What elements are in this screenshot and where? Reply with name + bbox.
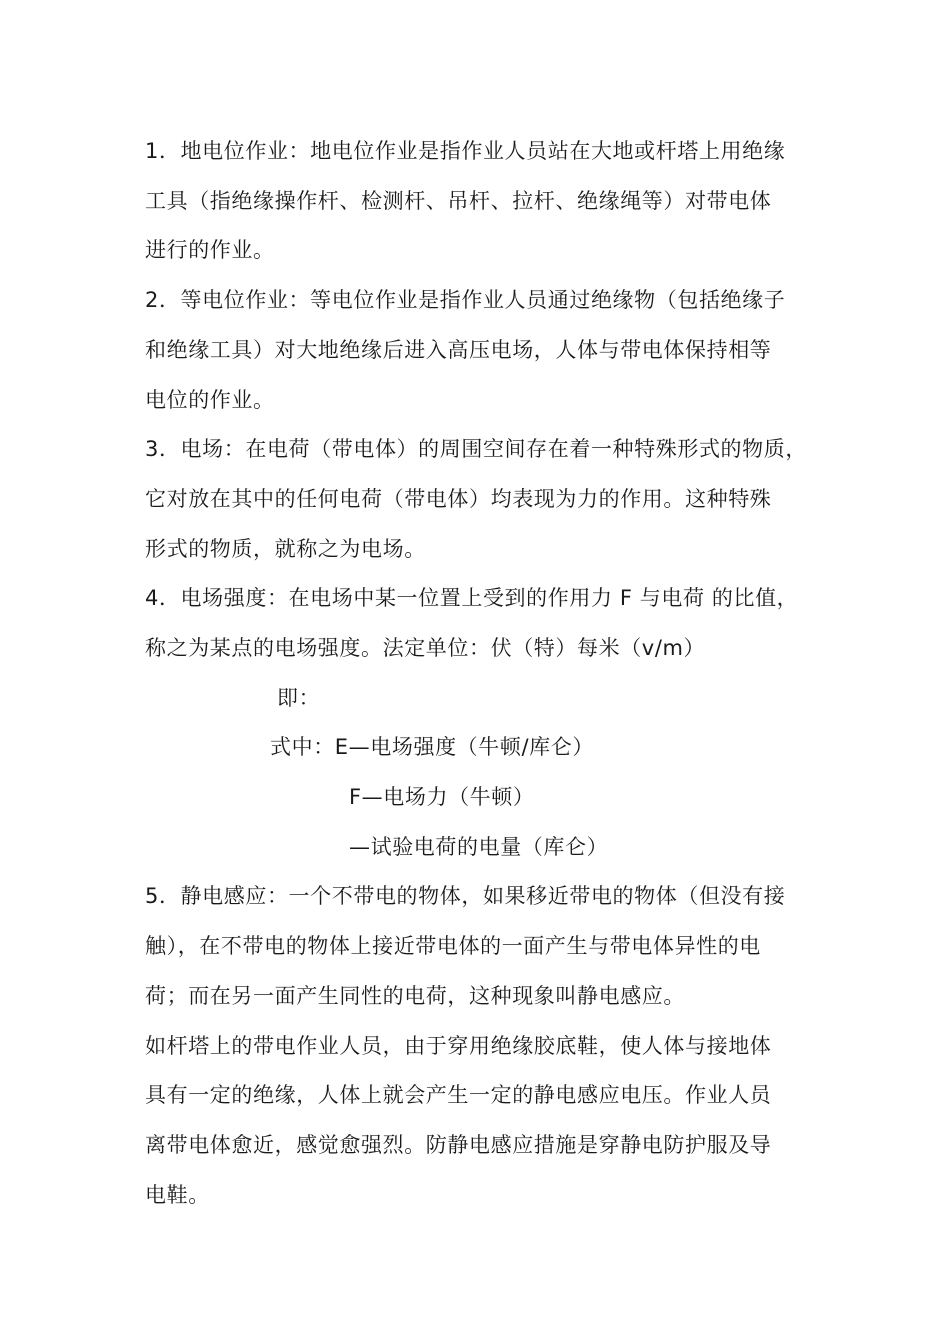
note-line-2: 具有一定的绝缘，人体上就会产生一定的静电感应电压。作业人员	[145, 1083, 772, 1107]
formula-legend-q: —试验电荷的电量（库仑）	[349, 835, 609, 859]
item-5-line-1: 5．静电感应：一个不带电的物体，如果移近带电的物体（但没有接	[145, 884, 786, 908]
note-line-4: 电鞋。	[145, 1183, 210, 1207]
item-4-line-2: 称之为某点的电场强度。法定单位：伏（特）每米（v/m）	[145, 636, 706, 660]
item-3-line-3: 形式的物质，就称之为电场。	[145, 537, 426, 561]
item-3-line-1: 3．电场：在电荷（带电体）的周围空间存在着一种特殊形式的物质，	[145, 437, 807, 461]
item-2-line-3: 电位的作业。	[145, 388, 275, 412]
formula-label: 即：	[277, 686, 321, 710]
item-2-line-2: 和绝缘工具）对大地绝缘后进入高压电场，人体与带电体保持相等	[145, 338, 772, 362]
note-line-1: 如杆塔上的带电作业人员，由于穿用绝缘胶底鞋，使人体与接地体	[145, 1034, 772, 1058]
item-2-line-1: 2．等电位作业：等电位作业是指作业人员通过绝缘物（包括绝缘子	[145, 288, 786, 312]
formula-legend-f: F—电场力（牛顿）	[349, 785, 535, 809]
item-1-line-3: 进行的作业。	[145, 238, 275, 262]
item-3-line-2: 它对放在其中的任何电荷（带电体）均表现为力的作用。这种特殊	[145, 487, 772, 511]
formula-legend-e: 式中：E—电场强度（牛顿/库仑）	[270, 735, 594, 759]
item-1-line-1: 1．地电位作业：地电位作业是指作业人员站在大地或杆塔上用绝缘	[145, 139, 786, 163]
note-line-3: 离带电体愈近，感觉愈强烈。防静电感应措施是穿静电防护服及导	[145, 1133, 772, 1157]
item-5-line-2: 触），在不带电的物体上接近带电体的一面产生与带电体异性的电	[145, 934, 761, 958]
item-5-line-3: 荷；而在另一面产生同性的电荷，这种现象叫静电感应。	[145, 984, 685, 1008]
item-1-line-2: 工具（指绝缘操作杆、检测杆、吊杆、拉杆、绝缘绳等）对带电体	[145, 189, 772, 213]
item-4-line-1: 4．电场强度：在电场中某一位置上受到的作用力 F 与电荷 的比值，	[145, 586, 799, 610]
